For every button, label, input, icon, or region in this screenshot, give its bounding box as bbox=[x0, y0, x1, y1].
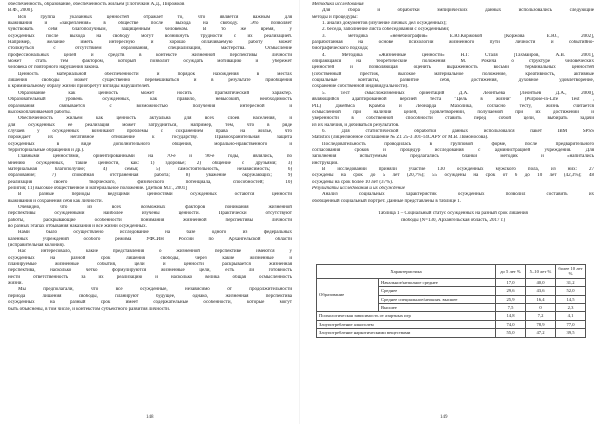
table-row bbox=[317, 278, 586, 286]
table-cell: 14,8 bbox=[496, 312, 526, 320]
table-header-cell: более 10 лет % bbox=[556, 265, 586, 279]
page-number-right: 149 bbox=[440, 415, 448, 420]
text-line: выживания и сохранения себя как личности. bbox=[8, 198, 103, 204]
table-header-cell: Характеристика bbox=[317, 265, 496, 279]
table-cell: 40,0 bbox=[526, 278, 556, 286]
table-cell: 52,0 bbox=[556, 287, 586, 295]
text-line: социальные контакты, развитие себя, достижения, духовное удовлетворение, bbox=[312, 78, 594, 84]
table-cell: 17,0 bbox=[496, 278, 526, 286]
table-row-label: Начальное/неполное среднее bbox=[379, 278, 496, 286]
text-line: 1. анализ документов (изучение личных дел осужденных); bbox=[322, 21, 447, 27]
table-cell: 43,6 bbox=[526, 287, 556, 295]
table-row-label: Высшее bbox=[379, 304, 496, 312]
text-line: осужденных в виде дополнительного общения, морально-нравственного и bbox=[8, 141, 292, 147]
text-line: Главными ценностями, ориентированными на 70-е и 90-е годы, являлись, по bbox=[18, 154, 292, 160]
text-line: выживания и «закрепления» в обществе после выхода на свободу. Это позволяет bbox=[8, 21, 292, 27]
table-row-label: Злоупотребление наркотическими веществами bbox=[317, 329, 496, 337]
table-header-cell: до 5 лет % bbox=[496, 265, 526, 279]
text-line: уверенности в собственной способности ставить перед собой цели, выбирать задачи bbox=[312, 116, 594, 122]
text-line: планируемые жизненные события, цели и ценности раскрывается жизненная bbox=[8, 262, 292, 268]
text-line: человека от повторного нарушения закона. bbox=[8, 65, 100, 71]
text-line: Нами было осуществлено исследование на базе одного из федеральных bbox=[18, 230, 292, 236]
table-cell: 4,1 bbox=[556, 312, 586, 320]
text-line: Результаты исследования и их обсуждение bbox=[312, 185, 405, 191]
text-line: PIL) Джеймса Крамба и Леонарда Махолика, согласно тесту, жизнь считается bbox=[312, 103, 594, 109]
text-line: свободы (N=130, Архангельская область, 2017 г.) bbox=[400, 217, 506, 223]
text-line: Statistics (лицензионное соглашение № Z1 25-3 301-14CAРУ от М.В. Ломоносова). bbox=[312, 135, 489, 141]
text-line: обобщенный социальный портрет. Данные представлены в таблице 1. bbox=[312, 198, 461, 204]
text-line: осуждены на срок более 10 лет (37%). bbox=[312, 179, 394, 185]
text-line: Очевидно, что из всех возможных факторов понимания жизненной bbox=[18, 205, 292, 210]
table-cell: 29,6 bbox=[496, 287, 526, 295]
table-row-label: Злоупотребление алкоголем bbox=[317, 320, 496, 328]
text-line: Мы предполагали, что все осужденные, независимо от продолжительности bbox=[18, 287, 292, 293]
text-line: осужденных на разной срок лишения свободы, через какие жизненные и bbox=[8, 255, 292, 261]
text-line: быть объяснены, в том числе, и контекстом субъектного развития личности. bbox=[8, 306, 171, 312]
page-number-left: 148 bbox=[146, 415, 154, 420]
table-row bbox=[317, 329, 586, 337]
text-line: образования связывается с возможностью получения интересной и bbox=[8, 103, 292, 109]
text-line: во разных этапах отбывания наказания и все жизни осужденных. bbox=[8, 224, 147, 230]
text-line: к криминальному образу жизни приобретут взгляды нарушителей. bbox=[8, 84, 151, 90]
table-header-cell: 5–10 лет % bbox=[526, 265, 556, 279]
text-line: случаев у осужденных возникают проблемы с сохранением права на жильё, что bbox=[8, 128, 292, 134]
text-line: нести ответственность за их реализацию и насколько велика общая осмысленность bbox=[8, 274, 292, 280]
right-text-column bbox=[312, 2, 594, 224]
text-line: 3. методика «ненебиография» Е.Ю.Коржовой [Коржова Е.Ю., 2002], bbox=[322, 33, 594, 39]
text-line: Таблица 1 – Социальный статус осужденных на разный срок лишения bbox=[378, 211, 528, 217]
text-line: инструкции. bbox=[312, 160, 339, 166]
table-row-label: Среднее bbox=[379, 287, 496, 295]
table-cell: 39,5 bbox=[556, 329, 586, 337]
table-cell: 55,0 bbox=[496, 329, 526, 337]
text-line: может стать тем фактором, который позволит осуждать мотивацию и убережёт bbox=[8, 59, 292, 65]
text-line: ценностей и позволяющая оценить выраженность восьми терминальных ценностей bbox=[312, 65, 594, 71]
table-cell: 16,4 bbox=[526, 295, 556, 303]
table-row-label: Среднее специальное/неоконч. высшее bbox=[379, 295, 496, 303]
text-line: биографического подхода; bbox=[312, 46, 369, 52]
text-line: порождает их негативное отношение к государству. Правоохранительная защита bbox=[8, 135, 292, 141]
text-line: (исправительная колония). bbox=[8, 243, 65, 249]
text-line: В разные периоды ведущими ценностями осужденных остаются ценности bbox=[18, 192, 292, 198]
text-line: Для сбора и обработки эмпирических данных использовались следующие bbox=[322, 8, 594, 14]
text-line: 2. беседа, заполнение листа собеседования с осужденными; bbox=[322, 27, 450, 33]
text-line: Например, желание иметь интересную и хорошо оплачиваемую работу может bbox=[8, 40, 292, 46]
text-line: столкнуться с отсутствием образования, специализации, мастерства. Осмысление bbox=[8, 46, 292, 52]
text-line: В.Ф., 2000]. bbox=[8, 8, 34, 14]
social-status-table bbox=[316, 264, 586, 338]
right-page bbox=[300, 0, 600, 424]
text-line: Методика исследования bbox=[312, 2, 364, 7]
table-cell: 2,3 bbox=[556, 304, 586, 312]
table-row-label: Психологическая зависимость от азартных игр bbox=[317, 312, 496, 320]
text-line: Образование как ценность может носить прагматический характер. bbox=[18, 90, 292, 96]
table-group-label: Образование bbox=[317, 278, 379, 312]
text-line: перспектива, насколько чётко формулируются жизненные цели, есть ли готовность bbox=[8, 268, 292, 274]
text-line: осуждены на срок до 5 лет (20,7%); 55 осуждены на срок от 6 до 10 лет (42,3%); 48 bbox=[312, 173, 594, 179]
table-cell: 14,5 bbox=[556, 295, 586, 303]
text-line: Ценность материальной обеспеченности и порядок нахождения в местах bbox=[18, 71, 292, 77]
text-line: заполнения испытуемым предлагались бланки методик и «напитались bbox=[312, 154, 594, 160]
table-cell: 47,2 bbox=[526, 329, 556, 337]
left-text-column bbox=[8, 2, 292, 313]
table-cell: 7,5 bbox=[496, 304, 526, 312]
text-line: высокооплачиваемой работы. bbox=[8, 109, 71, 115]
text-line: Вся группа указанных ценностей отражает то, что является важным для bbox=[18, 14, 292, 20]
text-line: сохранение собственной индивидуальности). bbox=[312, 84, 409, 90]
text-line: Обеспеченность жильем как ценность актуальна для всех слоёв населения, и bbox=[18, 116, 292, 122]
text-line: Последовательность проводилась в групповой форме, после предварительного bbox=[322, 141, 594, 147]
text-line: перспективы осужденными наиболее изучены ценности. Практически отсутствуют bbox=[8, 211, 292, 217]
text-line: осужденных на разный срок имеет содержательные особенности, которые могут bbox=[8, 300, 292, 306]
text-line: 6. Для статистической обработки данных использовался пакет IBM SPSS bbox=[322, 128, 594, 134]
table-header-row bbox=[317, 265, 586, 279]
table-cell: 31,2 bbox=[556, 278, 586, 286]
text-line: методы и процедуры: bbox=[312, 14, 358, 20]
text-line: являющийся адаптированной версией теста "Цель в жизни" (Purpose-in-Life Test , bbox=[312, 97, 594, 103]
text-line: из их наличия, и добиваться результатов. bbox=[312, 122, 400, 128]
table-cell: 74,0 bbox=[496, 320, 526, 328]
text-line: Нас интересовало, какие представления о жизненной перспективе имеются у bbox=[18, 249, 292, 255]
text-line: согласования сроков и процедур исследования с администрацией учреждения. Для bbox=[312, 147, 594, 153]
text-line: жизни. bbox=[8, 281, 23, 287]
text-line: чувствовать себя благополучным, защищенным человеком. В то же время, у bbox=[8, 27, 292, 33]
text-line: опирающаяся на теоретические положения М. Рокича о структуре человеческих bbox=[312, 59, 594, 65]
text-line: территориальные обращения и др.). bbox=[8, 147, 85, 153]
table-cell: 7,2 bbox=[526, 312, 556, 320]
text-line: 4. Методика «Жизненные ценности» Н.Г. Сталя [Тахмаиров, А.В. 2001], bbox=[322, 52, 594, 58]
table-cell: 78,9 bbox=[526, 320, 556, 328]
text-line: осужденных после выхода на свободу могут возникнуть трудности с их реализацией. bbox=[8, 33, 292, 39]
text-line: религия; 11) высокое общественное и материальное положение. [Детков М.Г., 2001] bbox=[8, 185, 187, 191]
text-line: казенных учреждений особого режима УФСИН России по Архангельской области bbox=[8, 236, 292, 242]
text-line: разработанная на основе психологии жизненного пути личности и событийно- bbox=[312, 40, 594, 46]
text-line: материальная благополучие; 4) семья; 5) самостоятельность, независимость; 6) bbox=[8, 166, 292, 172]
text-line: профессиональных целей и средств в контексте жизненной перспективы личности bbox=[8, 52, 292, 58]
text-line: (собственный престиж, высокое материальное положение, креативность, активные bbox=[312, 71, 594, 77]
table-cell: 77,0 bbox=[556, 320, 586, 328]
text-line: лишения свободы может существенно перевешиваться и в результате приобщения bbox=[8, 78, 292, 84]
text-line: для осужденных её реализация может затрудниться, например, тем, что в ряде bbox=[8, 122, 292, 128]
text-line: работы, раскрывающие особенности понимания жизненной перспективы личности bbox=[8, 217, 292, 223]
text-line: реализация своего творческого, физического потенциала, способностей; 10) bbox=[8, 179, 292, 185]
text-line: 5. Тест смысложизненных ориентаций Д.А. Леонтьева [Леонтьев Д.А., 2000], bbox=[322, 90, 594, 96]
text-line: Образовательный уровень осужденных, как правило, невысокий, необходимость bbox=[8, 97, 292, 103]
table-row bbox=[317, 320, 586, 328]
table-cell: 25,9 bbox=[496, 295, 526, 303]
text-line: мнению осужденных, такие ценности, как: 1) здоровье; 2) общение с друзьями; 3) bbox=[8, 160, 292, 166]
text-line: образование; 7) спокойная отстраненная работа; 8) уважение окружающих; 9) bbox=[8, 173, 292, 179]
text-line: осмысленной при наличии целей, удовлетворении, получаемой при их достижении и bbox=[312, 109, 594, 115]
text-line: В исследовании приняли участие 130 осужденных мужского пола, из них: 27 bbox=[322, 166, 594, 172]
text-line: обеспеченность, образование, обеспеченность жильем [Глоточкин А.Д., Пирожков bbox=[8, 2, 185, 7]
table-cell: 0 bbox=[526, 304, 556, 312]
text-line: периода лишения свободы, планируют будущее, однако, жизненная перспектива bbox=[8, 293, 292, 299]
table-row bbox=[317, 312, 586, 320]
text-line: Анализ социальных характеристик осужденных позволил составить их bbox=[322, 192, 594, 198]
